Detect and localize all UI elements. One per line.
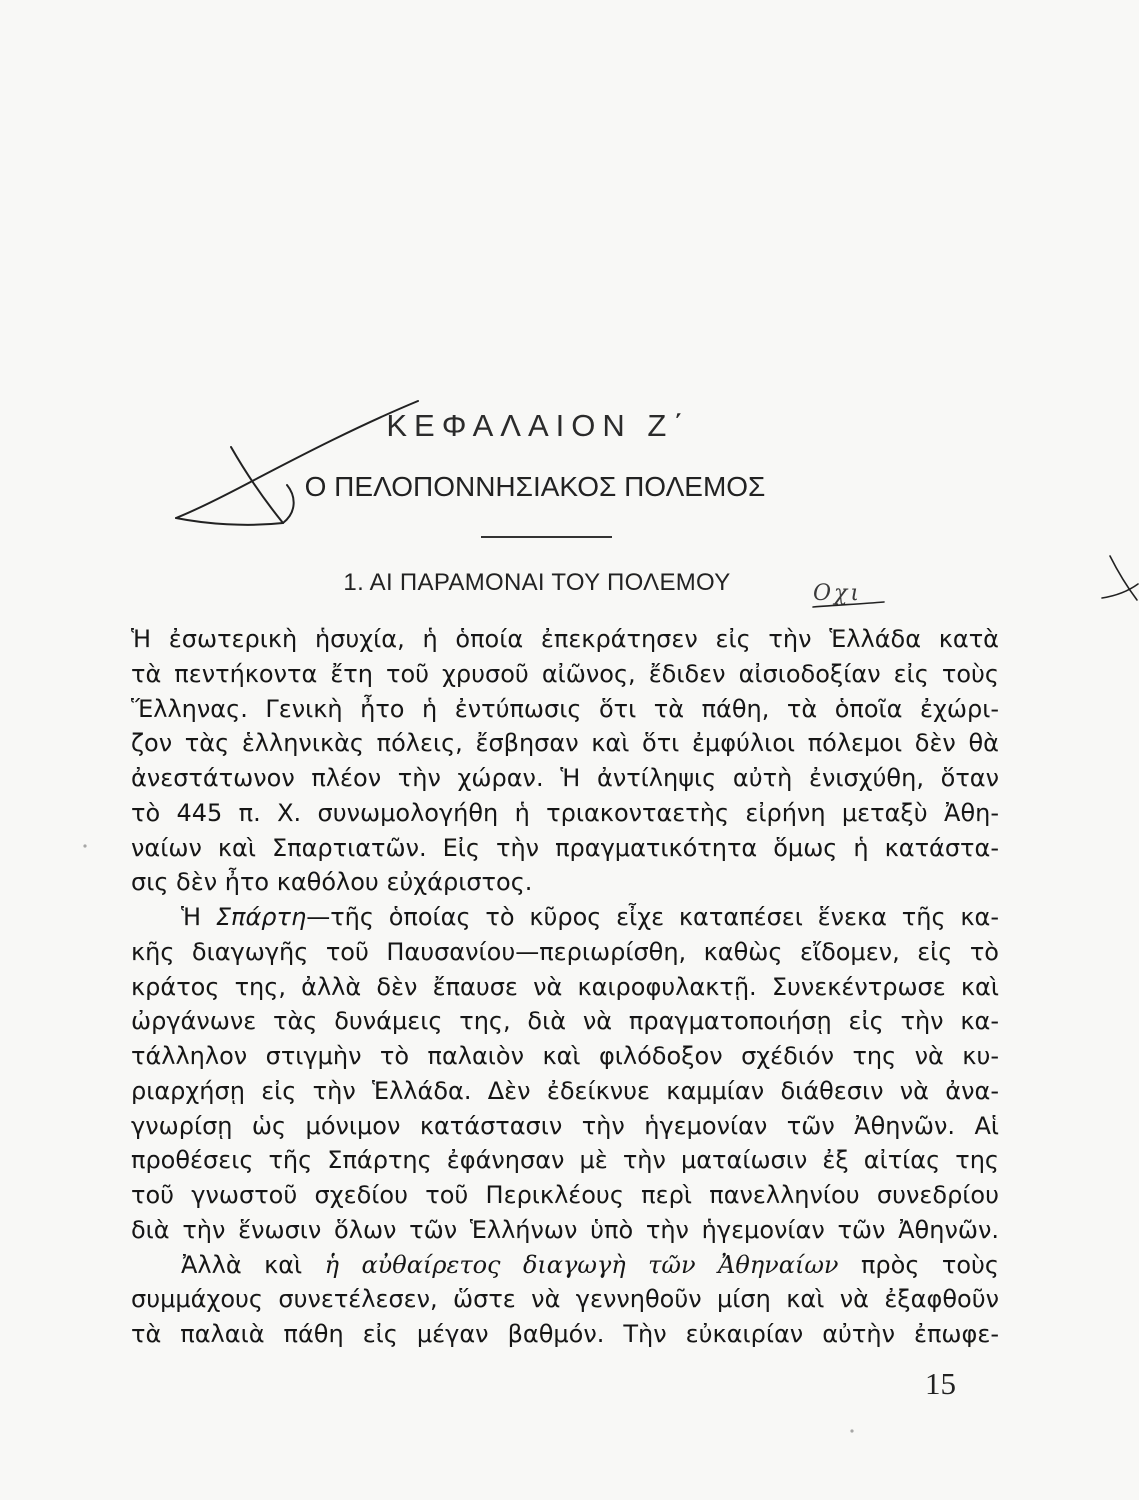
text-line: τὰ παλαιὰ πάθη εἰς μέγαν βαθμόν. Τὴν εὐκαιρίαν αὐτὴν ἐπωφε- bbox=[131, 1320, 999, 1348]
text-line: ναίων καὶ Σπαρτιατῶν. Εἰς τὴν πραγματικότητα ὅμως ἡ κατάστα- bbox=[131, 833, 999, 862]
paragraph-2 bbox=[131, 900, 999, 1248]
text-line: προθέσεις τῆς Σπάρτης ἐφάνησαν μὲ τὴν ματαίωσιν ἐξ αἰτίας της bbox=[131, 1146, 999, 1175]
title-underline-rule bbox=[481, 536, 612, 538]
text-line: διὰ τὴν ἕνωσιν ὅλων τῶν Ἑλλήνων ὑπὸ τὴν ἡγεμονίαν τῶν Ἀθηνῶν. bbox=[131, 1215, 999, 1244]
pen-stroke-bottom bbox=[176, 518, 283, 525]
text-line: γνωρίσῃ ὡς μόνιμον κατάστασιν τὴν ἡγεμονίαν τῶν Ἀθηνῶν. Αἱ bbox=[131, 1111, 999, 1140]
paragraph-3 bbox=[131, 1248, 999, 1352]
chapter-label: ΚΕΦΑΛΑΙΟΝ Ζ΄ bbox=[386, 408, 691, 443]
text-run: πρὸς τοὺς bbox=[838, 1250, 999, 1279]
text-line: ἀνεστάτωνον πλέον τὴν χώραν. Ἡ ἀντίληψις αὐτὴ ἐνισχύθη, ὅταν bbox=[131, 764, 999, 792]
text-line: κῆς διαγωγῆς τοῦ Παυσανίου—περιωρίσθη, καθὼς εἴδομεν, εἰς τὸ bbox=[131, 937, 999, 966]
paper-speck bbox=[83, 844, 86, 847]
text-line: ζον τὰς ἑλληνικὰς πόλεις, ἔσβησαν καὶ ὅτι ἐμφύλιοι πόλεμοι δὲν θὰ bbox=[131, 729, 999, 758]
section-heading: 1. ΑΙ ΠΑΡΑΜΟΝΑΙ ΤΟΥ ΠΟΛΕΜΟΥ bbox=[343, 569, 731, 596]
text-line bbox=[131, 900, 999, 935]
text-line: τὸ 445 π. Χ. συνωμολογήθη ἡ τριακονταετὴς εἰρήνη μεταξὺ Ἀθη- bbox=[131, 798, 999, 827]
text-run: Ἀλλὰ καὶ bbox=[181, 1250, 325, 1279]
text-line: σις δὲν ἦτο καθόλου εὐχάριστος. bbox=[131, 868, 533, 897]
italic-text-run: Σπάρτη bbox=[215, 903, 307, 931]
body-text bbox=[131, 622, 999, 1352]
text-line: τοῦ γνωστοῦ σχεδίου τοῦ Περικλέους περὶ πανελληνίου συνεδρίου bbox=[131, 1181, 999, 1209]
text-line: ριαρχήσῃ εἰς τὴν Ἑλλάδα. Δὲν ἐδείκνυε καμμίαν διάθεσιν νὰ ἀνα- bbox=[131, 1076, 999, 1105]
pen-stroke-margin-mark bbox=[1102, 584, 1138, 598]
paragraph-1 bbox=[131, 622, 999, 900]
text-line: Ἕλληνας. Γενικὴ ἦτο ἡ ἐντύπωσις ὅτι τὰ πάθη, τὰ ὁποῖα ἐχώρι- bbox=[131, 694, 999, 723]
pen-stroke-margin-mark bbox=[1110, 556, 1137, 600]
text-line: συμμάχους συνετέλεσεν, ὥστε νὰ γεννηθοῦν μίση καὶ νὰ ἐξαφθοῦν bbox=[131, 1285, 999, 1314]
italic-text-run: ἡ αὐθαίρετος διαγωγὴ τῶν Ἀθηναίων bbox=[324, 1250, 839, 1279]
handwritten-note: Οχι bbox=[813, 581, 862, 606]
text-run: —τῆς ὁποίας τὸ κῦρος εἶχε καταπέσει ἕνεκα τῆς κα- bbox=[306, 903, 999, 931]
page-number: 15 bbox=[925, 1366, 956, 1401]
text-run: Ἡ bbox=[181, 903, 216, 931]
text-line: κράτος της, ἀλλὰ δὲν ἔπαυσε νὰ καιροφυλακτῇ. Συνεκέντρωσε καὶ bbox=[131, 972, 999, 1001]
text-line: ὠργάνωνε τὰς δυνάμεις της, διὰ νὰ πραγματοποιήσῃ εἰς τὴν κα- bbox=[131, 1007, 999, 1036]
text-line bbox=[131, 1248, 999, 1283]
text-line: τάλληλον στιγμὴν τὸ παλαιὸν καὶ φιλόδοξον σχέδιόν της νὰ κυ- bbox=[131, 1042, 999, 1070]
paper-speck bbox=[850, 1429, 853, 1432]
chapter-title: Ο ΠΕΛΟΠΟΝΝΗΣΙΑΚΟΣ ΠΟΛΕΜΟΣ bbox=[304, 471, 766, 502]
text-line: τὰ πεντήκοντα ἔτη τοῦ χρυσοῦ αἰῶνος, ἔδιδεν αἰσιοδοξίαν εἰς τοὺς bbox=[131, 659, 999, 688]
text-line: Ἡ ἐσωτερικὴ ἡσυχία, ἡ ὁποία ἐπεκράτησεν εἰς τὴν Ἑλλάδα κατὰ bbox=[131, 625, 999, 653]
